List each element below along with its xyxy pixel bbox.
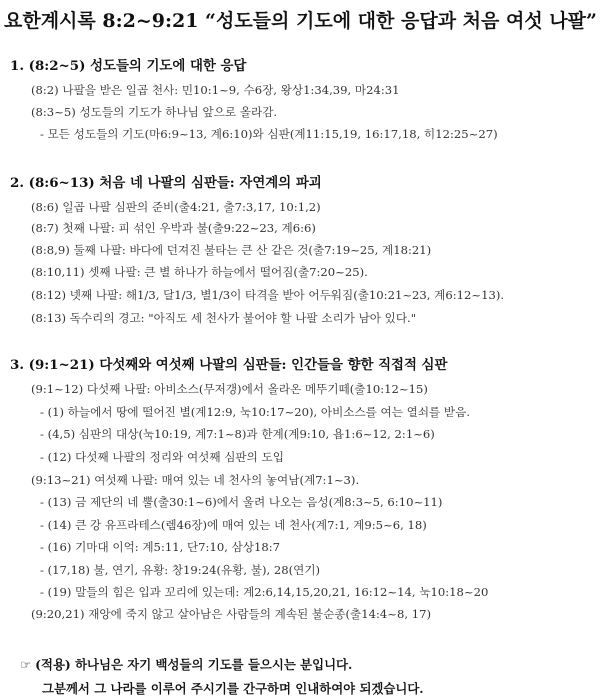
- section-1-subline: - 모든 성도들의 기도(마6:9~13, 계6:10)와 심판(계11:15,19, 16:17,18, 히12:25~27): [40, 127, 498, 141]
- application-line-1: [20, 655, 352, 673]
- section-3-subline: - (17,18) 불, 연기, 유황: 창19:24(유황, 불), 28(연기): [40, 563, 321, 577]
- application-line-2: 그분께서 그 나라를 이루어 주시기를 간구하며 인내하여야 되겠습니다.: [42, 681, 424, 696]
- section-3-subline: - (4,5) 심판의 대상(눅10:19, 계7:1~8)과 한계(계9:10, 욥1:6~12, 2:1~6): [40, 427, 435, 441]
- section-2-line: (8:13) 독수리의 경고: "아직도 세 천사가 불어야 할 나팔 소리가 남아 있다.": [31, 311, 417, 325]
- section-2-line: (8:8,9) 둘째 나팔: 바다에 던져진 불타는 큰 산 같은 것(출7:19~25, 계18:21): [31, 243, 432, 257]
- section-3-subline: - (19) 말들의 힘은 입과 꼬리에 있는데: 계2:6,14,15,20,21, 16:12~14, 눅10:18~20: [40, 585, 489, 599]
- pointing-hand-icon: ☞: [20, 657, 32, 672]
- section-2-line: (8:6) 일곱 나팔 심판의 준비(출4:21, 출7:3,17, 10:1,2): [31, 200, 321, 214]
- section-3-line: (9:1~12) 다섯째 나팔: 아비소스(무저갱)에서 올라온 메뚜기떼(출10:12~15): [31, 382, 428, 396]
- section-2-line: (8:7) 첫째 나팔: 피 섞인 우박과 불(출9:22~23, 계6:6): [31, 221, 316, 235]
- section-2-line: (8:12) 넷째 나팔: 해1/3, 달1/3, 별1/3이 타격을 받아 어두워짐(출10:21~23, 계6:12~13).: [31, 288, 505, 302]
- section-2-line: (8:10,11) 셋째 나팔: 큰 별 하나가 하늘에서 떨어짐(출7:20~25).: [31, 265, 368, 279]
- section-3-subline: - (16) 기마대 이억: 계5:11, 단7:10, 삼상18:7: [40, 540, 281, 554]
- section-3-subline: - (13) 금 제단의 네 뿔(출30:1~6)에서 울려 나오는 음성(계8:3~5, 6:10~11): [40, 495, 443, 509]
- section-3-subline: - (1) 하늘에서 땅에 떨어진 별(계12:9, 눅10:17~20), 아비소스를 여는 열쇠를 받음.: [40, 405, 470, 419]
- section-3-subline: - (12) 다섯째 나팔의 정리와 여섯째 심판의 도입: [40, 450, 284, 464]
- section-3-line: (9:20,21) 재앙에 죽지 않고 살아남은 사람들의 계속된 불순종(출14:4~8, 17): [31, 607, 432, 621]
- section-3-line: (9:13~21) 여섯째 나팔: 매여 있는 네 천사의 놓여남(계7:1~3).: [31, 473, 360, 487]
- section-1-line: (8:2) 나팔을 받은 일곱 천사: 민10:1~9, 수6장, 왕상1:34,39, 마24:31: [31, 83, 400, 97]
- section-1-heading: 1. (8:2~5) 성도들의 기도에 대한 응답: [10, 58, 247, 74]
- section-3-subline: - (14) 큰 강 유프라테스(렘46장)에 매여 있는 네 천사(계7:1, 계9:5~6, 18): [40, 518, 427, 532]
- section-2-heading: 2. (8:6~13) 처음 네 나팔의 심판들: 자연계의 파괴: [10, 175, 322, 191]
- page-title: 요한계시록 8:2~9:21 “성도들의 기도에 대한 응답과 처음 여섯 나팔”: [4, 10, 597, 32]
- application-text-1: (적용) 하나님은 자기 백성들의 기도를 들으시는 분입니다.: [35, 657, 353, 672]
- section-3-heading: 3. (9:1~21) 다섯째와 여섯째 나팔의 심판들: 인간들을 향한 직접적 심판: [10, 357, 448, 373]
- section-1-line: (8:3~5) 성도들의 기도가 하나님 앞으로 올라감.: [31, 105, 278, 119]
